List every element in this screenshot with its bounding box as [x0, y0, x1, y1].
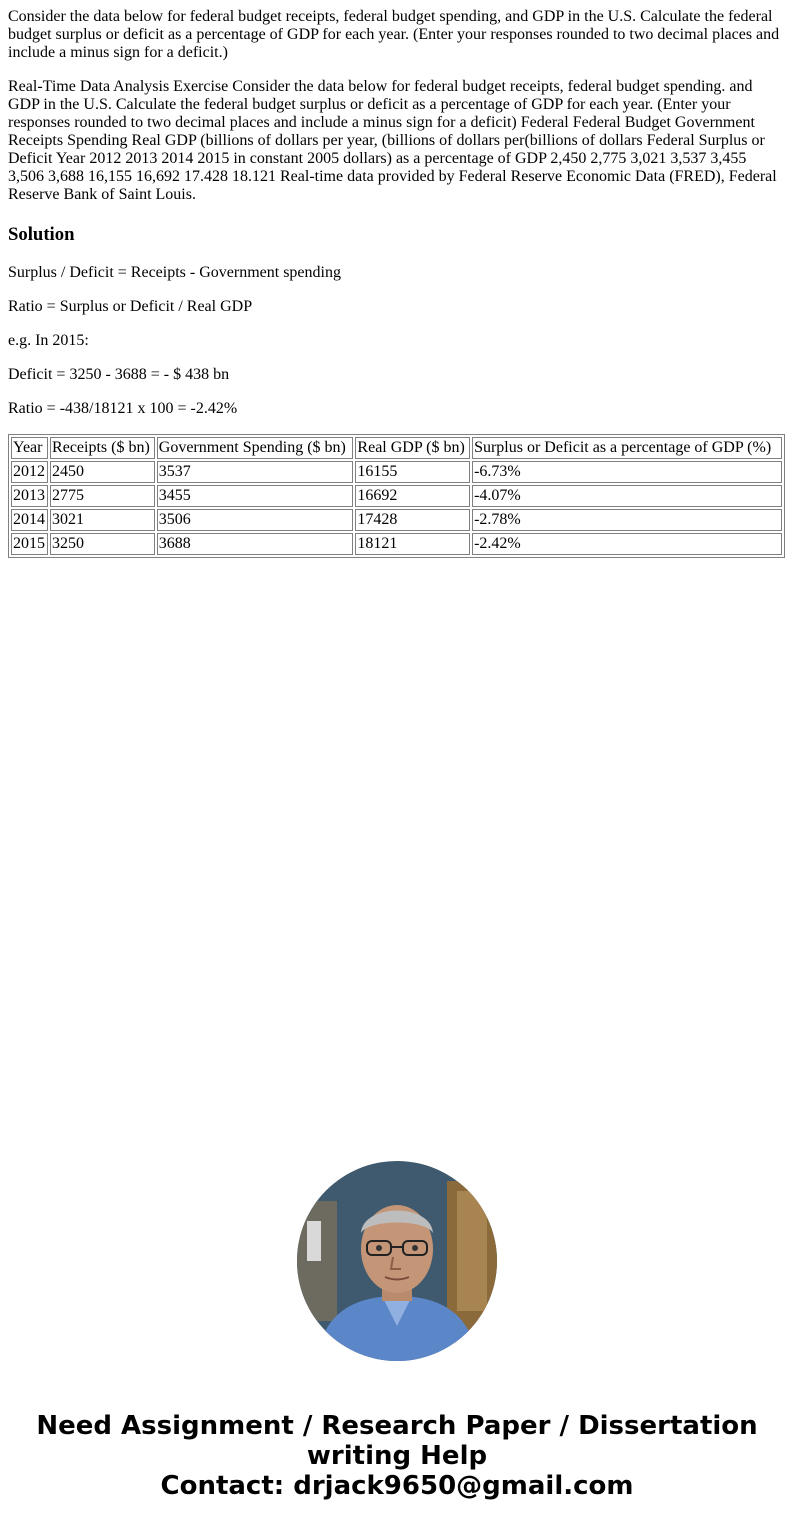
question-detail: Real-Time Data Analysis Exercise Consider the data below for federal budget receipts, federal budget spending. and GDP in the U.S. Calculate the federal budget surplus or deficit as a percentage of GDP for each year. (Enter your responses rounded to two decimal places and include a minus sign for a deficit) Federal Federal Budget Government Receipts Spending Real GDP (billions of dollars per year, (billions of dollars per(billions of dollars Federal Surplus or Deficit Year 2012 2013 2014 2015 in constant 2005 dollars) as a percentage of GDP 2,450 2,775 3,021 3,537 3,455 3,506 3,688 16,155 16,692 17.428 18.121 Real-time data provided by Federal Reserve Economic Data (FRED), Federal Reserve Bank of Saint Louis. — [8, 78, 777, 203]
table-cell: 2775 — [50, 485, 155, 507]
table-cell: -4.07% — [472, 485, 782, 507]
table-cell: 18121 — [355, 533, 470, 555]
header-cell-year: Year — [11, 437, 48, 459]
solution-line: Ratio = -438/18121 x 100 = -2.42% — [8, 400, 238, 417]
promo-line-2: writing Help — [306, 1441, 488, 1471]
table-cell: -2.78% — [472, 509, 782, 531]
table-row — [11, 485, 782, 507]
table-cell: 2014 — [11, 509, 48, 531]
table-row — [11, 533, 782, 555]
table-cell: 16155 — [355, 461, 470, 483]
table-cell: 3506 — [157, 509, 354, 531]
table-cell: 3688 — [157, 533, 354, 555]
budget-table — [8, 434, 785, 558]
table-cell: 3455 — [157, 485, 354, 507]
portrait-image — [297, 1161, 497, 1361]
table-cell: 3537 — [157, 461, 354, 483]
page-content — [0, 8, 794, 558]
header-cell-spending: Government Spending ($ bn) — [157, 437, 354, 459]
solution-line: Surplus / Deficit = Receipts - Government spending — [8, 264, 341, 281]
table-cell: 2013 — [11, 485, 48, 507]
table-header-row — [11, 437, 782, 459]
solution-line: e.g. In 2015: — [8, 332, 89, 349]
table-cell: 2015 — [11, 533, 48, 555]
table-row — [11, 509, 782, 531]
table-cell: 17428 — [355, 509, 470, 531]
table-row — [11, 461, 782, 483]
table-cell: 16692 — [355, 485, 470, 507]
solution-heading: Solution — [8, 224, 75, 245]
solution-line: Ratio = Surplus or Deficit / Real GDP — [8, 298, 253, 315]
promo-line-1: Need Assignment / Research Paper / Dissertation — [36, 1411, 758, 1441]
table-cell: 3021 — [50, 509, 155, 531]
table-cell: 2012 — [11, 461, 48, 483]
table-cell: -2.42% — [472, 533, 782, 555]
header-cell-ratio: Surplus or Deficit as a percentage of GDP (%) — [472, 437, 782, 459]
table-cell: -6.73% — [472, 461, 782, 483]
author-avatar — [297, 1161, 497, 1361]
table-cell: 2450 — [50, 461, 155, 483]
question-intro: Consider the data below for federal budget receipts, federal budget spending, and GDP in the U.S. Calculate the federal budget surplus or deficit as a percentage of GDP for each year. (Enter your responses rounded to two decimal places and include a minus sign for a deficit.) — [8, 8, 780, 61]
header-cell-gdp: Real GDP ($ bn) — [355, 437, 470, 459]
solution-line: Deficit = 3250 - 3688 = - $ 438 bn — [8, 366, 230, 383]
solution-steps — [8, 264, 786, 418]
promo-banner — [0, 1411, 794, 1501]
header-cell-receipts: Receipts ($ bn) — [50, 437, 155, 459]
table-cell: 3250 — [50, 533, 155, 555]
promo-contact: Contact: drjack9650@gmail.com — [160, 1471, 634, 1501]
